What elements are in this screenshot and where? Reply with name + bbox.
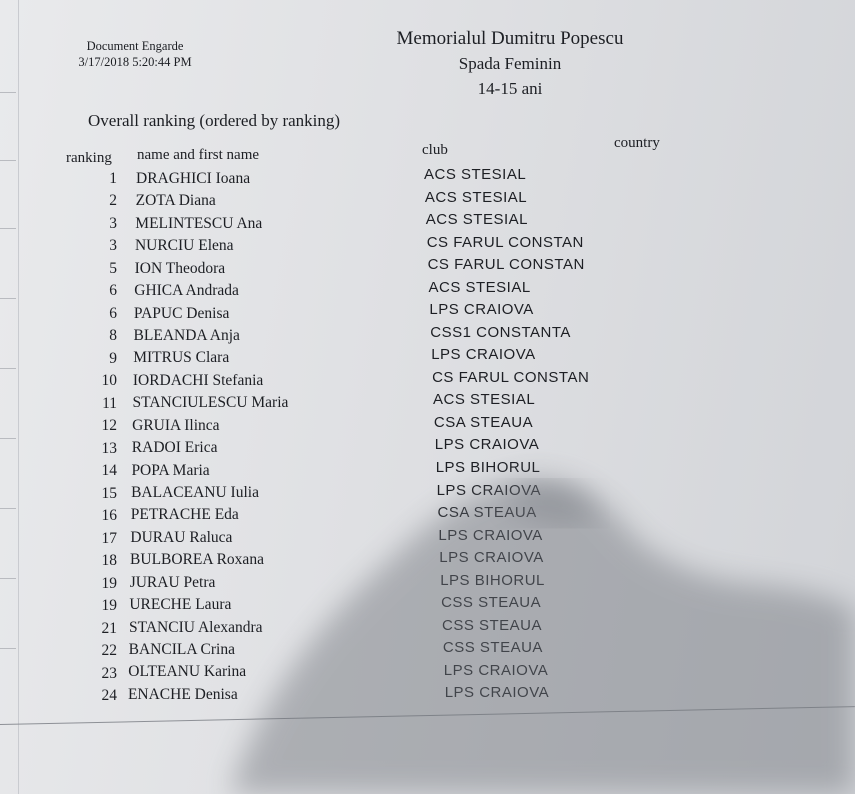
club-cell: LPS CRAIOVA — [438, 526, 543, 544]
name-cell: BANCILA Crina — [128, 641, 235, 659]
name-cell: IORDACHI Stefania — [132, 371, 264, 389]
rank-cell: 18 — [101, 552, 117, 570]
rank-cell: 21 — [101, 619, 117, 637]
name-cell: RADOI Erica — [131, 439, 218, 457]
rank-cell: 19 — [101, 574, 117, 592]
club-cell: LPS CRAIOVA — [434, 436, 540, 454]
rank-cell: 12 — [101, 417, 117, 435]
name-cell: GHICA Andrada — [134, 282, 239, 300]
club-cell: LPS CRAIOVA — [444, 684, 550, 702]
rank-cell: 14 — [101, 462, 117, 480]
club-cell: CSS STEAUA — [442, 616, 543, 634]
document-timestamp: 3/17/2018 5:20:44 PM — [78, 55, 192, 69]
table-row — [0, 413, 855, 442]
rank-cell: 6 — [109, 282, 117, 300]
rank-cell: 9 — [109, 349, 117, 367]
rank-cell: 13 — [101, 439, 117, 457]
club-cell: LPS CRAIOVA — [429, 301, 534, 319]
name-cell: PAPUC Denisa — [133, 304, 230, 322]
name-cell: MELINTESCU Ana — [135, 214, 263, 232]
rank-cell: 16 — [101, 507, 117, 525]
event-title: Memorialul Dumitru Popescu — [396, 28, 624, 49]
name-cell: ZOTA Diana — [135, 192, 216, 210]
club-cell: LPS CRAIOVA — [436, 481, 542, 499]
name-cell: ION Theodora — [134, 259, 226, 277]
rank-cell: 5 — [109, 259, 117, 277]
club-cell: ACS STESIAL — [425, 211, 528, 229]
name-cell: PETRACHE Eda — [130, 506, 239, 524]
club-cell: CSS1 CONSTANTA — [430, 323, 571, 341]
table-row — [0, 459, 855, 487]
document-meta — [65, 38, 205, 70]
club-cell: CS FARUL CONSTAN — [432, 368, 590, 386]
rank-cell: 11 — [102, 394, 117, 412]
table-row — [0, 526, 855, 555]
club-cell: ACS STESIAL — [424, 166, 527, 183]
table-row — [0, 549, 855, 577]
name-cell: NURCIU Elena — [134, 237, 234, 255]
rank-cell: 23 — [101, 664, 117, 682]
rank-cell: 17 — [101, 529, 117, 547]
club-cell: ACS STESIAL — [433, 391, 536, 409]
section-title: Overall ranking (ordered by ranking) — [88, 111, 341, 130]
club-cell: LPS CRAIOVA — [431, 346, 536, 364]
name-cell: URECHE Laura — [129, 596, 232, 614]
name-cell: POPA Maria — [131, 461, 210, 479]
club-cell: CS FARUL CONSTAN — [426, 233, 584, 251]
name-cell: STANCIU Alexandra — [129, 618, 263, 636]
club-cell: ACS STESIAL — [424, 188, 528, 206]
name-cell: MITRUS Clara — [133, 349, 230, 367]
column-header-club: club — [422, 142, 448, 158]
club-cell: LPS BIHORUL — [435, 459, 541, 477]
club-cell: CS FARUL CONSTAN — [427, 256, 585, 274]
club-cell: CSA STEAUA — [437, 504, 537, 522]
column-header-name: name and first name — [137, 147, 260, 163]
margin-tick — [0, 160, 16, 161]
rank-cell: 1 — [109, 170, 117, 187]
name-cell: STANCIULESCU Maria — [132, 394, 289, 412]
table-row — [0, 278, 855, 306]
club-cell: CSS STEAUA — [441, 594, 542, 612]
rank-cell: 8 — [109, 327, 117, 345]
table-row — [0, 571, 855, 600]
table-row — [0, 481, 855, 509]
rank-cell: 15 — [101, 484, 117, 502]
rank-cell: 3 — [109, 214, 117, 232]
rank-cell: 3 — [109, 237, 117, 255]
rank-cell: 22 — [101, 642, 117, 660]
name-cell: ENACHE Denisa — [127, 685, 238, 703]
column-header-country: country — [614, 135, 660, 151]
table-row — [0, 504, 855, 532]
rank-cell: 2 — [109, 192, 117, 210]
rank-cell: 19 — [101, 597, 117, 615]
rank-cell: 10 — [101, 372, 117, 390]
column-header-ranking: ranking — [66, 150, 112, 166]
table-row — [0, 368, 855, 396]
club-cell: ACS STESIAL — [428, 278, 531, 296]
name-cell: BLEANDA Anja — [133, 327, 240, 345]
weapon-category: Spada Feminin — [458, 54, 562, 73]
rank-cell: 6 — [109, 304, 117, 322]
name-cell: BULBOREA Roxana — [130, 551, 264, 569]
name-cell: OLTEANU Karina — [128, 663, 247, 681]
club-cell: LPS CRAIOVA — [443, 661, 549, 679]
table-row — [0, 436, 855, 464]
margin-tick — [0, 92, 16, 93]
name-cell: JURAU Petra — [129, 573, 216, 591]
table-row — [0, 256, 855, 283]
table-row — [0, 391, 855, 419]
club-cell: CSA STEAUA — [433, 413, 534, 431]
name-cell: BALACEANU Iulia — [131, 484, 259, 502]
table-row — [0, 301, 855, 329]
event-header — [360, 26, 660, 101]
name-cell: GRUIA Ilinca — [132, 416, 220, 434]
name-cell: DURAU Raluca — [130, 528, 233, 546]
age-group: 14-15 ani — [477, 79, 543, 98]
table-row — [0, 323, 855, 351]
club-cell: LPS BIHORUL — [440, 571, 545, 589]
club-cell: LPS CRAIOVA — [439, 549, 544, 567]
rank-cell: 24 — [101, 687, 117, 705]
table-row — [0, 346, 855, 374]
ranking-table — [0, 166, 855, 712]
document-source: Document Engarde — [86, 39, 184, 53]
club-cell: CSS STEAUA — [442, 639, 543, 657]
name-cell: DRAGHICI Ioana — [136, 170, 251, 187]
